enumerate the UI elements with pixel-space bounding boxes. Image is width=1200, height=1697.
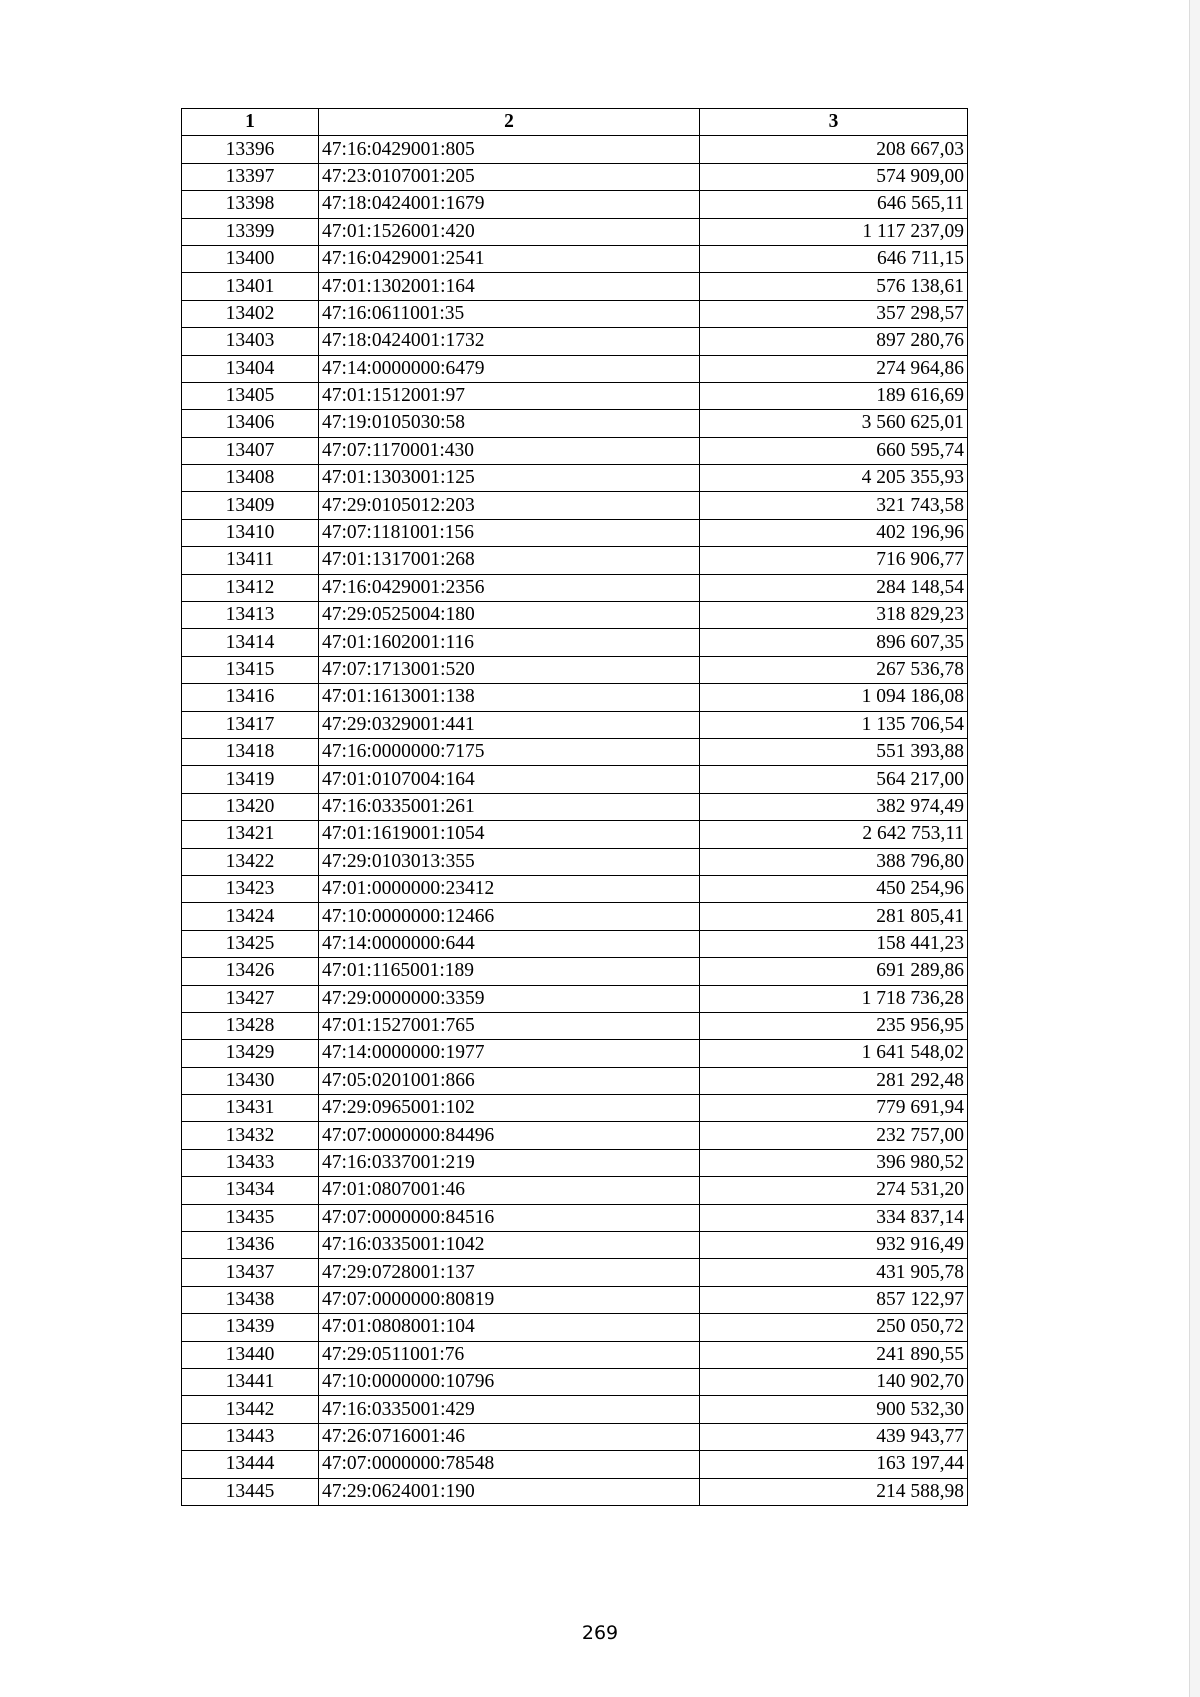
row-number-cell: 13413 xyxy=(182,602,319,629)
table-row xyxy=(182,766,968,793)
amount-cell: 691 289,86 xyxy=(700,958,968,985)
cadastral-number-cell: 47:18:0424001:1679 xyxy=(319,191,700,218)
amount-cell: 321 743,58 xyxy=(700,492,968,519)
table-row xyxy=(182,602,968,629)
amount-cell: 232 757,00 xyxy=(700,1122,968,1149)
amount-cell: 660 595,74 xyxy=(700,437,968,464)
cadastral-number-cell: 47:01:1512001:97 xyxy=(319,382,700,409)
table-row xyxy=(182,1314,968,1341)
cadastral-number-cell: 47:23:0107001:205 xyxy=(319,163,700,190)
table-row xyxy=(182,328,968,355)
amount-cell: 3 560 625,01 xyxy=(700,410,968,437)
row-number-cell: 13425 xyxy=(182,930,319,957)
cadastral-number-cell: 47:01:1317001:268 xyxy=(319,547,700,574)
table-row xyxy=(182,1149,968,1176)
row-number-cell: 13416 xyxy=(182,684,319,711)
row-number-cell: 13440 xyxy=(182,1341,319,1368)
amount-cell: 158 441,23 xyxy=(700,930,968,957)
column-header-3: 3 xyxy=(700,109,968,136)
row-number-cell: 13401 xyxy=(182,273,319,300)
cadastral-number-cell: 47:18:0424001:1732 xyxy=(319,328,700,355)
cadastral-number-cell: 47:05:0201001:866 xyxy=(319,1067,700,1094)
row-number-cell: 13434 xyxy=(182,1177,319,1204)
cadastral-number-cell: 47:01:1303001:125 xyxy=(319,465,700,492)
row-number-cell: 13417 xyxy=(182,711,319,738)
amount-cell: 318 829,23 xyxy=(700,602,968,629)
page-edge xyxy=(1189,0,1200,1697)
amount-cell: 250 050,72 xyxy=(700,1314,968,1341)
row-number-cell: 13400 xyxy=(182,245,319,272)
table-row xyxy=(182,985,968,1012)
row-number-cell: 13402 xyxy=(182,300,319,327)
table-row xyxy=(182,1232,968,1259)
table-row xyxy=(182,1204,968,1231)
table-row xyxy=(182,465,968,492)
table-row xyxy=(182,191,968,218)
row-number-cell: 13444 xyxy=(182,1451,319,1478)
amount-cell: 900 532,30 xyxy=(700,1396,968,1423)
row-number-cell: 13412 xyxy=(182,574,319,601)
table-row xyxy=(182,1478,968,1505)
row-number-cell: 13418 xyxy=(182,738,319,765)
amount-cell: 163 197,44 xyxy=(700,1451,968,1478)
table-row xyxy=(182,355,968,382)
row-number-cell: 13421 xyxy=(182,821,319,848)
amount-cell: 896 607,35 xyxy=(700,629,968,656)
amount-cell: 574 909,00 xyxy=(700,163,968,190)
cadastral-number-cell: 47:16:0337001:219 xyxy=(319,1149,700,1176)
row-number-cell: 13435 xyxy=(182,1204,319,1231)
table-row xyxy=(182,930,968,957)
table-row xyxy=(182,136,968,163)
table-row xyxy=(182,1259,968,1286)
cadastral-number-cell: 47:07:1170001:430 xyxy=(319,437,700,464)
row-number-cell: 13432 xyxy=(182,1122,319,1149)
cadastral-number-cell: 47:01:0000000:23412 xyxy=(319,875,700,902)
amount-cell: 932 916,49 xyxy=(700,1232,968,1259)
table-row xyxy=(182,629,968,656)
row-number-cell: 13404 xyxy=(182,355,319,382)
column-header-2: 2 xyxy=(319,109,700,136)
amount-cell: 235 956,95 xyxy=(700,1012,968,1039)
amount-cell: 357 298,57 xyxy=(700,300,968,327)
row-number-cell: 13406 xyxy=(182,410,319,437)
row-number-cell: 13408 xyxy=(182,465,319,492)
amount-cell: 214 588,98 xyxy=(700,1478,968,1505)
amount-cell: 382 974,49 xyxy=(700,793,968,820)
amount-cell: 281 805,41 xyxy=(700,903,968,930)
cadastral-number-cell: 47:16:0429001:805 xyxy=(319,136,700,163)
row-number-cell: 13436 xyxy=(182,1232,319,1259)
cadastral-number-cell: 47:01:1602001:116 xyxy=(319,629,700,656)
table-row xyxy=(182,656,968,683)
table-row xyxy=(182,848,968,875)
cadastral-number-cell: 47:07:0000000:80819 xyxy=(319,1286,700,1313)
cadastral-number-cell: 47:07:0000000:78548 xyxy=(319,1451,700,1478)
table-row xyxy=(182,738,968,765)
cadastral-number-cell: 47:07:1181001:156 xyxy=(319,519,700,546)
row-number-cell: 13398 xyxy=(182,191,319,218)
table-row xyxy=(182,492,968,519)
amount-cell: 450 254,96 xyxy=(700,875,968,902)
amount-cell: 4 205 355,93 xyxy=(700,465,968,492)
amount-cell: 646 711,15 xyxy=(700,245,968,272)
row-number-cell: 13428 xyxy=(182,1012,319,1039)
table-row xyxy=(182,1122,968,1149)
row-number-cell: 13414 xyxy=(182,629,319,656)
row-number-cell: 13426 xyxy=(182,958,319,985)
amount-cell: 897 280,76 xyxy=(700,328,968,355)
table-row xyxy=(182,163,968,190)
table-row xyxy=(182,1067,968,1094)
table-row xyxy=(182,547,968,574)
row-number-cell: 13424 xyxy=(182,903,319,930)
cadastral-number-cell: 47:01:0107004:164 xyxy=(319,766,700,793)
row-number-cell: 13397 xyxy=(182,163,319,190)
row-number-cell: 13430 xyxy=(182,1067,319,1094)
amount-cell: 388 796,80 xyxy=(700,848,968,875)
amount-cell: 241 890,55 xyxy=(700,1341,968,1368)
cadastral-number-cell: 47:29:0728001:137 xyxy=(319,1259,700,1286)
cadastral-number-cell: 47:26:0716001:46 xyxy=(319,1423,700,1450)
cadastral-number-cell: 47:29:0624001:190 xyxy=(319,1478,700,1505)
cadastral-number-cell: 47:01:0808001:104 xyxy=(319,1314,700,1341)
row-number-cell: 13403 xyxy=(182,328,319,355)
table-row xyxy=(182,1423,968,1450)
table-row xyxy=(182,875,968,902)
table-row xyxy=(182,1040,968,1067)
amount-cell: 189 616,69 xyxy=(700,382,968,409)
amount-cell: 284 148,54 xyxy=(700,574,968,601)
table-row xyxy=(182,410,968,437)
amount-cell: 439 943,77 xyxy=(700,1423,968,1450)
cadastral-number-cell: 47:16:0335001:1042 xyxy=(319,1232,700,1259)
amount-cell: 274 531,20 xyxy=(700,1177,968,1204)
row-number-cell: 13438 xyxy=(182,1286,319,1313)
cadastral-number-cell: 47:16:0611001:35 xyxy=(319,300,700,327)
page-number: 269 xyxy=(581,1622,619,1644)
row-number-cell: 13433 xyxy=(182,1149,319,1176)
cadastral-number-cell: 47:01:1302001:164 xyxy=(319,273,700,300)
cadastral-number-cell: 47:14:0000000:6479 xyxy=(319,355,700,382)
amount-cell: 779 691,94 xyxy=(700,1095,968,1122)
row-number-cell: 13399 xyxy=(182,218,319,245)
row-number-cell: 13415 xyxy=(182,656,319,683)
cadastral-number-cell: 47:14:0000000:644 xyxy=(319,930,700,957)
amount-cell: 1 135 706,54 xyxy=(700,711,968,738)
cadastral-number-cell: 47:29:0105012:203 xyxy=(319,492,700,519)
row-number-cell: 13419 xyxy=(182,766,319,793)
cadastral-number-cell: 47:16:0429001:2356 xyxy=(319,574,700,601)
data-table xyxy=(181,108,968,1506)
amount-cell: 208 667,03 xyxy=(700,136,968,163)
table-body xyxy=(182,136,968,1506)
amount-cell: 564 217,00 xyxy=(700,766,968,793)
table-row xyxy=(182,437,968,464)
amount-cell: 1 117 237,09 xyxy=(700,218,968,245)
table-row xyxy=(182,711,968,738)
amount-cell: 576 138,61 xyxy=(700,273,968,300)
table-row xyxy=(182,958,968,985)
cadastral-number-cell: 47:16:0429001:2541 xyxy=(319,245,700,272)
cadastral-number-cell: 47:01:1613001:138 xyxy=(319,684,700,711)
table-row xyxy=(182,1177,968,1204)
cadastral-number-cell: 47:29:0511001:76 xyxy=(319,1341,700,1368)
row-number-cell: 13409 xyxy=(182,492,319,519)
cadastral-number-cell: 47:01:1527001:765 xyxy=(319,1012,700,1039)
row-number-cell: 13441 xyxy=(182,1368,319,1395)
cadastral-number-cell: 47:14:0000000:1977 xyxy=(319,1040,700,1067)
row-number-cell: 13445 xyxy=(182,1478,319,1505)
cadastral-number-cell: 47:29:0329001:441 xyxy=(319,711,700,738)
table-row xyxy=(182,1396,968,1423)
amount-cell: 140 902,70 xyxy=(700,1368,968,1395)
table-row xyxy=(182,793,968,820)
table-row xyxy=(182,1095,968,1122)
amount-cell: 1 094 186,08 xyxy=(700,684,968,711)
row-number-cell: 13431 xyxy=(182,1095,319,1122)
table-row xyxy=(182,300,968,327)
row-number-cell: 13437 xyxy=(182,1259,319,1286)
cadastral-number-cell: 47:01:1165001:189 xyxy=(319,958,700,985)
cadastral-number-cell: 47:29:0103013:355 xyxy=(319,848,700,875)
cadastral-number-cell: 47:10:0000000:12466 xyxy=(319,903,700,930)
table-row xyxy=(182,1368,968,1395)
amount-cell: 646 565,11 xyxy=(700,191,968,218)
cadastral-number-cell: 47:01:0807001:46 xyxy=(319,1177,700,1204)
cadastral-number-cell: 47:16:0335001:429 xyxy=(319,1396,700,1423)
cadastral-number-cell: 47:29:0525004:180 xyxy=(319,602,700,629)
row-number-cell: 13420 xyxy=(182,793,319,820)
amount-cell: 857 122,97 xyxy=(700,1286,968,1313)
table-row xyxy=(182,1451,968,1478)
amount-cell: 274 964,86 xyxy=(700,355,968,382)
cadastral-number-cell: 47:01:1526001:420 xyxy=(319,218,700,245)
amount-cell: 281 292,48 xyxy=(700,1067,968,1094)
table-row xyxy=(182,684,968,711)
table-row xyxy=(182,1286,968,1313)
table-row xyxy=(182,519,968,546)
row-number-cell: 13407 xyxy=(182,437,319,464)
amount-cell: 402 196,96 xyxy=(700,519,968,546)
row-number-cell: 13411 xyxy=(182,547,319,574)
amount-cell: 2 642 753,11 xyxy=(700,821,968,848)
row-number-cell: 13423 xyxy=(182,875,319,902)
row-number-cell: 13442 xyxy=(182,1396,319,1423)
amount-cell: 396 980,52 xyxy=(700,1149,968,1176)
row-number-cell: 13427 xyxy=(182,985,319,1012)
table-row xyxy=(182,218,968,245)
amount-cell: 334 837,14 xyxy=(700,1204,968,1231)
amount-cell: 267 536,78 xyxy=(700,656,968,683)
row-number-cell: 13410 xyxy=(182,519,319,546)
cadastral-number-cell: 47:16:0000000:7175 xyxy=(319,738,700,765)
row-number-cell: 13443 xyxy=(182,1423,319,1450)
table-row xyxy=(182,382,968,409)
cadastral-number-cell: 47:29:0965001:102 xyxy=(319,1095,700,1122)
table-row xyxy=(182,821,968,848)
table-row xyxy=(182,903,968,930)
row-number-cell: 13396 xyxy=(182,136,319,163)
table-row xyxy=(182,245,968,272)
cadastral-number-cell: 47:07:0000000:84516 xyxy=(319,1204,700,1231)
cadastral-number-cell: 47:07:1713001:520 xyxy=(319,656,700,683)
amount-cell: 551 393,88 xyxy=(700,738,968,765)
amount-cell: 1 641 548,02 xyxy=(700,1040,968,1067)
row-number-cell: 13422 xyxy=(182,848,319,875)
table-row xyxy=(182,574,968,601)
row-number-cell: 13405 xyxy=(182,382,319,409)
row-number-cell: 13439 xyxy=(182,1314,319,1341)
table-row xyxy=(182,273,968,300)
column-header-1: 1 xyxy=(182,109,319,136)
cadastral-number-cell: 47:01:1619001:1054 xyxy=(319,821,700,848)
amount-cell: 716 906,77 xyxy=(700,547,968,574)
table-header-row xyxy=(182,109,968,136)
cadastral-number-cell: 47:19:0105030:58 xyxy=(319,410,700,437)
amount-cell: 431 905,78 xyxy=(700,1259,968,1286)
cadastral-number-cell: 47:10:0000000:10796 xyxy=(319,1368,700,1395)
row-number-cell: 13429 xyxy=(182,1040,319,1067)
amount-cell: 1 718 736,28 xyxy=(700,985,968,1012)
cadastral-number-cell: 47:07:0000000:84496 xyxy=(319,1122,700,1149)
cadastral-number-cell: 47:16:0335001:261 xyxy=(319,793,700,820)
cadastral-number-cell: 47:29:0000000:3359 xyxy=(319,985,700,1012)
table-row xyxy=(182,1012,968,1039)
table-row xyxy=(182,1341,968,1368)
